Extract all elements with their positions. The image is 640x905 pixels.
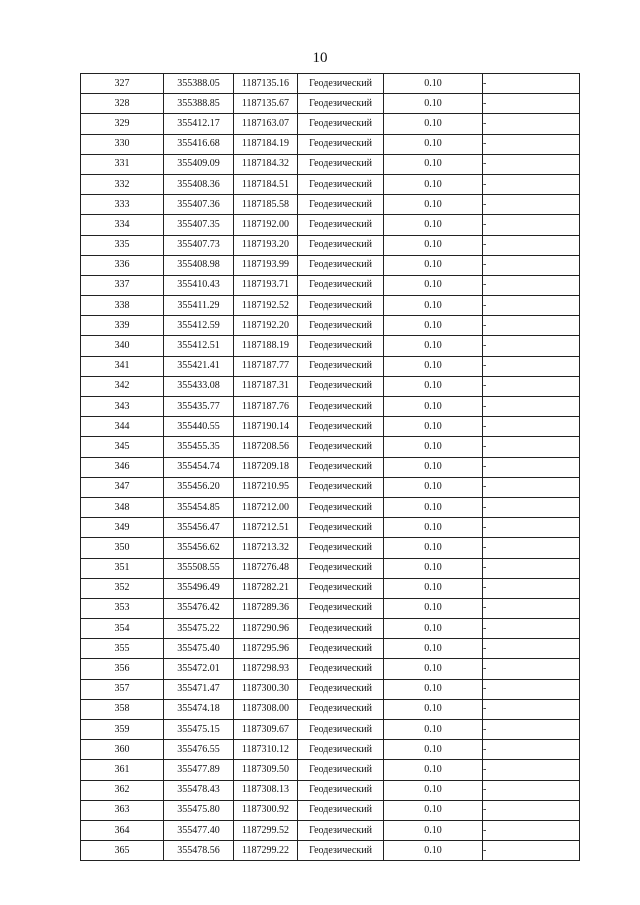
x-coordinate-cell: 355454.85 [164, 497, 234, 517]
table-row [81, 376, 580, 396]
y-coordinate-cell: 1187210.95 [234, 477, 298, 497]
note-cell: - [483, 639, 580, 659]
method-cell: Геодезический [298, 255, 384, 275]
note-cell: - [483, 397, 580, 417]
y-coordinate-cell: 1187276.48 [234, 558, 298, 578]
x-coordinate-cell: 355435.77 [164, 397, 234, 417]
precision-cell: 0.10 [384, 740, 483, 760]
point-number-cell: 363 [81, 800, 164, 820]
y-coordinate-cell: 1187295.96 [234, 639, 298, 659]
precision-cell: 0.10 [384, 437, 483, 457]
point-number-cell: 328 [81, 94, 164, 114]
note-cell: - [483, 699, 580, 719]
method-cell: Геодезический [298, 558, 384, 578]
table-row [81, 659, 580, 679]
y-coordinate-cell: 1187310.12 [234, 740, 298, 760]
note-cell: - [483, 760, 580, 780]
x-coordinate-cell: 355455.35 [164, 437, 234, 457]
precision-cell: 0.10 [384, 477, 483, 497]
x-coordinate-cell: 355508.55 [164, 558, 234, 578]
y-coordinate-cell: 1187185.58 [234, 195, 298, 215]
x-coordinate-cell: 355472.01 [164, 659, 234, 679]
x-coordinate-cell: 355478.56 [164, 841, 234, 861]
note-cell: - [483, 497, 580, 517]
note-cell: - [483, 376, 580, 396]
precision-cell: 0.10 [384, 275, 483, 295]
point-number-cell: 348 [81, 497, 164, 517]
method-cell: Геодезический [298, 154, 384, 174]
x-coordinate-cell: 355456.47 [164, 518, 234, 538]
note-cell: - [483, 255, 580, 275]
y-coordinate-cell: 1187209.18 [234, 457, 298, 477]
point-number-cell: 343 [81, 397, 164, 417]
point-number-cell: 341 [81, 356, 164, 376]
table-row [81, 780, 580, 800]
table-row [81, 316, 580, 336]
x-coordinate-cell: 355474.18 [164, 699, 234, 719]
precision-cell: 0.10 [384, 820, 483, 840]
table-row [81, 154, 580, 174]
note-cell: - [483, 659, 580, 679]
coordinates-table-body [81, 74, 580, 861]
point-number-cell: 362 [81, 780, 164, 800]
note-cell: - [483, 740, 580, 760]
note-cell: - [483, 235, 580, 255]
note-cell: - [483, 134, 580, 154]
precision-cell: 0.10 [384, 598, 483, 618]
point-number-cell: 327 [81, 74, 164, 94]
point-number-cell: 356 [81, 659, 164, 679]
precision-cell: 0.10 [384, 841, 483, 861]
x-coordinate-cell: 355407.36 [164, 195, 234, 215]
note-cell: - [483, 518, 580, 538]
method-cell: Геодезический [298, 235, 384, 255]
note-cell: - [483, 780, 580, 800]
point-number-cell: 335 [81, 235, 164, 255]
point-number-cell: 359 [81, 720, 164, 740]
note-cell: - [483, 841, 580, 861]
point-number-cell: 353 [81, 598, 164, 618]
method-cell: Геодезический [298, 94, 384, 114]
precision-cell: 0.10 [384, 780, 483, 800]
precision-cell: 0.10 [384, 659, 483, 679]
table-row [81, 558, 580, 578]
point-number-cell: 364 [81, 820, 164, 840]
point-number-cell: 332 [81, 174, 164, 194]
x-coordinate-cell: 355454.74 [164, 457, 234, 477]
point-number-cell: 355 [81, 639, 164, 659]
note-cell: - [483, 336, 580, 356]
x-coordinate-cell: 355475.22 [164, 619, 234, 639]
note-cell: - [483, 720, 580, 740]
table-row [81, 679, 580, 699]
method-cell: Геодезический [298, 195, 384, 215]
y-coordinate-cell: 1187192.00 [234, 215, 298, 235]
precision-cell: 0.10 [384, 174, 483, 194]
point-number-cell: 333 [81, 195, 164, 215]
method-cell: Геодезический [298, 457, 384, 477]
method-cell: Геодезический [298, 679, 384, 699]
method-cell: Геодезический [298, 356, 384, 376]
method-cell: Геодезический [298, 619, 384, 639]
point-number-cell: 351 [81, 558, 164, 578]
method-cell: Геодезический [298, 699, 384, 719]
y-coordinate-cell: 1187282.21 [234, 578, 298, 598]
note-cell: - [483, 578, 580, 598]
table-row [81, 255, 580, 275]
note-cell: - [483, 74, 580, 94]
note-cell: - [483, 356, 580, 376]
y-coordinate-cell: 1187187.77 [234, 356, 298, 376]
y-coordinate-cell: 1187135.16 [234, 74, 298, 94]
x-coordinate-cell: 355421.41 [164, 356, 234, 376]
method-cell: Геодезический [298, 316, 384, 336]
table-row [81, 760, 580, 780]
precision-cell: 0.10 [384, 397, 483, 417]
point-number-cell: 338 [81, 296, 164, 316]
table-row [81, 336, 580, 356]
note-cell: - [483, 437, 580, 457]
table-row [81, 215, 580, 235]
y-coordinate-cell: 1187308.13 [234, 780, 298, 800]
precision-cell: 0.10 [384, 134, 483, 154]
y-coordinate-cell: 1187298.93 [234, 659, 298, 679]
precision-cell: 0.10 [384, 296, 483, 316]
y-coordinate-cell: 1187289.36 [234, 598, 298, 618]
precision-cell: 0.10 [384, 760, 483, 780]
precision-cell: 0.10 [384, 558, 483, 578]
precision-cell: 0.10 [384, 518, 483, 538]
method-cell: Геодезический [298, 760, 384, 780]
point-number-cell: 337 [81, 275, 164, 295]
y-coordinate-cell: 1187193.20 [234, 235, 298, 255]
point-number-cell: 358 [81, 699, 164, 719]
method-cell: Геодезический [298, 215, 384, 235]
point-number-cell: 352 [81, 578, 164, 598]
x-coordinate-cell: 355456.20 [164, 477, 234, 497]
method-cell: Геодезический [298, 477, 384, 497]
precision-cell: 0.10 [384, 578, 483, 598]
method-cell: Геодезический [298, 800, 384, 820]
x-coordinate-cell: 355476.42 [164, 598, 234, 618]
note-cell: - [483, 316, 580, 336]
point-number-cell: 334 [81, 215, 164, 235]
y-coordinate-cell: 1187290.96 [234, 619, 298, 639]
x-coordinate-cell: 355407.35 [164, 215, 234, 235]
method-cell: Геодезический [298, 437, 384, 457]
point-number-cell: 345 [81, 437, 164, 457]
precision-cell: 0.10 [384, 356, 483, 376]
table-row [81, 235, 580, 255]
table-row [81, 356, 580, 376]
point-number-cell: 344 [81, 417, 164, 437]
note-cell: - [483, 679, 580, 699]
method-cell: Геодезический [298, 578, 384, 598]
precision-cell: 0.10 [384, 497, 483, 517]
precision-cell: 0.10 [384, 215, 483, 235]
note-cell: - [483, 154, 580, 174]
method-cell: Геодезический [298, 376, 384, 396]
method-cell: Геодезический [298, 336, 384, 356]
note-cell: - [483, 417, 580, 437]
precision-cell: 0.10 [384, 619, 483, 639]
coordinates-table [80, 73, 580, 861]
method-cell: Геодезический [298, 114, 384, 134]
precision-cell: 0.10 [384, 639, 483, 659]
table-row [81, 639, 580, 659]
table-row [81, 538, 580, 558]
note-cell: - [483, 296, 580, 316]
note-cell: - [483, 457, 580, 477]
x-coordinate-cell: 355407.73 [164, 235, 234, 255]
table-row [81, 518, 580, 538]
method-cell: Геодезический [298, 397, 384, 417]
table-row [81, 275, 580, 295]
table-row [81, 740, 580, 760]
precision-cell: 0.10 [384, 679, 483, 699]
x-coordinate-cell: 355475.15 [164, 720, 234, 740]
y-coordinate-cell: 1187163.07 [234, 114, 298, 134]
table-row [81, 94, 580, 114]
table-row [81, 820, 580, 840]
table-row [81, 437, 580, 457]
point-number-cell: 342 [81, 376, 164, 396]
note-cell: - [483, 558, 580, 578]
precision-cell: 0.10 [384, 376, 483, 396]
point-number-cell: 350 [81, 538, 164, 558]
x-coordinate-cell: 355433.08 [164, 376, 234, 396]
point-number-cell: 331 [81, 154, 164, 174]
precision-cell: 0.10 [384, 457, 483, 477]
table-row [81, 477, 580, 497]
note-cell: - [483, 619, 580, 639]
x-coordinate-cell: 355412.17 [164, 114, 234, 134]
method-cell: Геодезический [298, 417, 384, 437]
x-coordinate-cell: 355412.59 [164, 316, 234, 336]
note-cell: - [483, 195, 580, 215]
x-coordinate-cell: 355408.36 [164, 174, 234, 194]
method-cell: Геодезический [298, 659, 384, 679]
table-row [81, 457, 580, 477]
precision-cell: 0.10 [384, 235, 483, 255]
table-row [81, 800, 580, 820]
method-cell: Геодезический [298, 134, 384, 154]
point-number-cell: 339 [81, 316, 164, 336]
precision-cell: 0.10 [384, 417, 483, 437]
x-coordinate-cell: 355496.49 [164, 578, 234, 598]
y-coordinate-cell: 1187299.52 [234, 820, 298, 840]
y-coordinate-cell: 1187300.30 [234, 679, 298, 699]
method-cell: Геодезический [298, 518, 384, 538]
table-row [81, 841, 580, 861]
table-row [81, 195, 580, 215]
precision-cell: 0.10 [384, 195, 483, 215]
y-coordinate-cell: 1187213.32 [234, 538, 298, 558]
precision-cell: 0.10 [384, 154, 483, 174]
x-coordinate-cell: 355408.98 [164, 255, 234, 275]
x-coordinate-cell: 355440.55 [164, 417, 234, 437]
y-coordinate-cell: 1187188.19 [234, 336, 298, 356]
note-cell: - [483, 94, 580, 114]
note-cell: - [483, 820, 580, 840]
point-number-cell: 357 [81, 679, 164, 699]
note-cell: - [483, 598, 580, 618]
y-coordinate-cell: 1187184.19 [234, 134, 298, 154]
method-cell: Геодезический [298, 275, 384, 295]
point-number-cell: 349 [81, 518, 164, 538]
page-number: 10 [312, 50, 328, 66]
note-cell: - [483, 538, 580, 558]
precision-cell: 0.10 [384, 538, 483, 558]
method-cell: Геодезический [298, 74, 384, 94]
point-number-cell: 365 [81, 841, 164, 861]
point-number-cell: 336 [81, 255, 164, 275]
x-coordinate-cell: 355475.40 [164, 639, 234, 659]
precision-cell: 0.10 [384, 114, 483, 134]
x-coordinate-cell: 355476.55 [164, 740, 234, 760]
table-row [81, 417, 580, 437]
point-number-cell: 329 [81, 114, 164, 134]
y-coordinate-cell: 1187190.14 [234, 417, 298, 437]
precision-cell: 0.10 [384, 800, 483, 820]
note-cell: - [483, 114, 580, 134]
y-coordinate-cell: 1187309.50 [234, 760, 298, 780]
y-coordinate-cell: 1187187.76 [234, 397, 298, 417]
point-number-cell: 361 [81, 760, 164, 780]
method-cell: Геодезический [298, 780, 384, 800]
method-cell: Геодезический [298, 841, 384, 861]
x-coordinate-cell: 355388.05 [164, 74, 234, 94]
y-coordinate-cell: 1187192.52 [234, 296, 298, 316]
method-cell: Геодезический [298, 296, 384, 316]
table-row [81, 134, 580, 154]
precision-cell: 0.10 [384, 699, 483, 719]
x-coordinate-cell: 355471.47 [164, 679, 234, 699]
y-coordinate-cell: 1187184.51 [234, 174, 298, 194]
y-coordinate-cell: 1187300.92 [234, 800, 298, 820]
y-coordinate-cell: 1187184.32 [234, 154, 298, 174]
point-number-cell: 340 [81, 336, 164, 356]
table-row [81, 296, 580, 316]
table-row [81, 497, 580, 517]
method-cell: Геодезический [298, 174, 384, 194]
note-cell: - [483, 275, 580, 295]
x-coordinate-cell: 355388.85 [164, 94, 234, 114]
point-number-cell: 347 [81, 477, 164, 497]
table-row [81, 114, 580, 134]
y-coordinate-cell: 1187135.67 [234, 94, 298, 114]
y-coordinate-cell: 1187193.71 [234, 275, 298, 295]
x-coordinate-cell: 355411.29 [164, 296, 234, 316]
x-coordinate-cell: 355410.43 [164, 275, 234, 295]
table-row [81, 699, 580, 719]
method-cell: Геодезический [298, 497, 384, 517]
method-cell: Геодезический [298, 639, 384, 659]
precision-cell: 0.10 [384, 255, 483, 275]
y-coordinate-cell: 1187192.20 [234, 316, 298, 336]
x-coordinate-cell: 355409.09 [164, 154, 234, 174]
point-number-cell: 330 [81, 134, 164, 154]
note-cell: - [483, 800, 580, 820]
table-row [81, 74, 580, 94]
y-coordinate-cell: 1187308.00 [234, 699, 298, 719]
y-coordinate-cell: 1187309.67 [234, 720, 298, 740]
note-cell: - [483, 477, 580, 497]
precision-cell: 0.10 [384, 336, 483, 356]
y-coordinate-cell: 1187212.00 [234, 497, 298, 517]
table-row [81, 174, 580, 194]
precision-cell: 0.10 [384, 720, 483, 740]
y-coordinate-cell: 1187299.22 [234, 841, 298, 861]
method-cell: Геодезический [298, 740, 384, 760]
precision-cell: 0.10 [384, 316, 483, 336]
x-coordinate-cell: 355477.40 [164, 820, 234, 840]
method-cell: Геодезический [298, 720, 384, 740]
precision-cell: 0.10 [384, 74, 483, 94]
x-coordinate-cell: 355477.89 [164, 760, 234, 780]
table-row [81, 598, 580, 618]
note-cell: - [483, 215, 580, 235]
x-coordinate-cell: 355478.43 [164, 780, 234, 800]
point-number-cell: 354 [81, 619, 164, 639]
method-cell: Геодезический [298, 820, 384, 840]
x-coordinate-cell: 355416.68 [164, 134, 234, 154]
table-row [81, 619, 580, 639]
note-cell: - [483, 174, 580, 194]
x-coordinate-cell: 355475.80 [164, 800, 234, 820]
table-row [81, 397, 580, 417]
y-coordinate-cell: 1187212.51 [234, 518, 298, 538]
y-coordinate-cell: 1187208.56 [234, 437, 298, 457]
table-row [81, 720, 580, 740]
x-coordinate-cell: 355456.62 [164, 538, 234, 558]
y-coordinate-cell: 1187187.31 [234, 376, 298, 396]
y-coordinate-cell: 1187193.99 [234, 255, 298, 275]
point-number-cell: 360 [81, 740, 164, 760]
table-row [81, 578, 580, 598]
x-coordinate-cell: 355412.51 [164, 336, 234, 356]
method-cell: Геодезический [298, 598, 384, 618]
precision-cell: 0.10 [384, 94, 483, 114]
point-number-cell: 346 [81, 457, 164, 477]
method-cell: Геодезический [298, 538, 384, 558]
